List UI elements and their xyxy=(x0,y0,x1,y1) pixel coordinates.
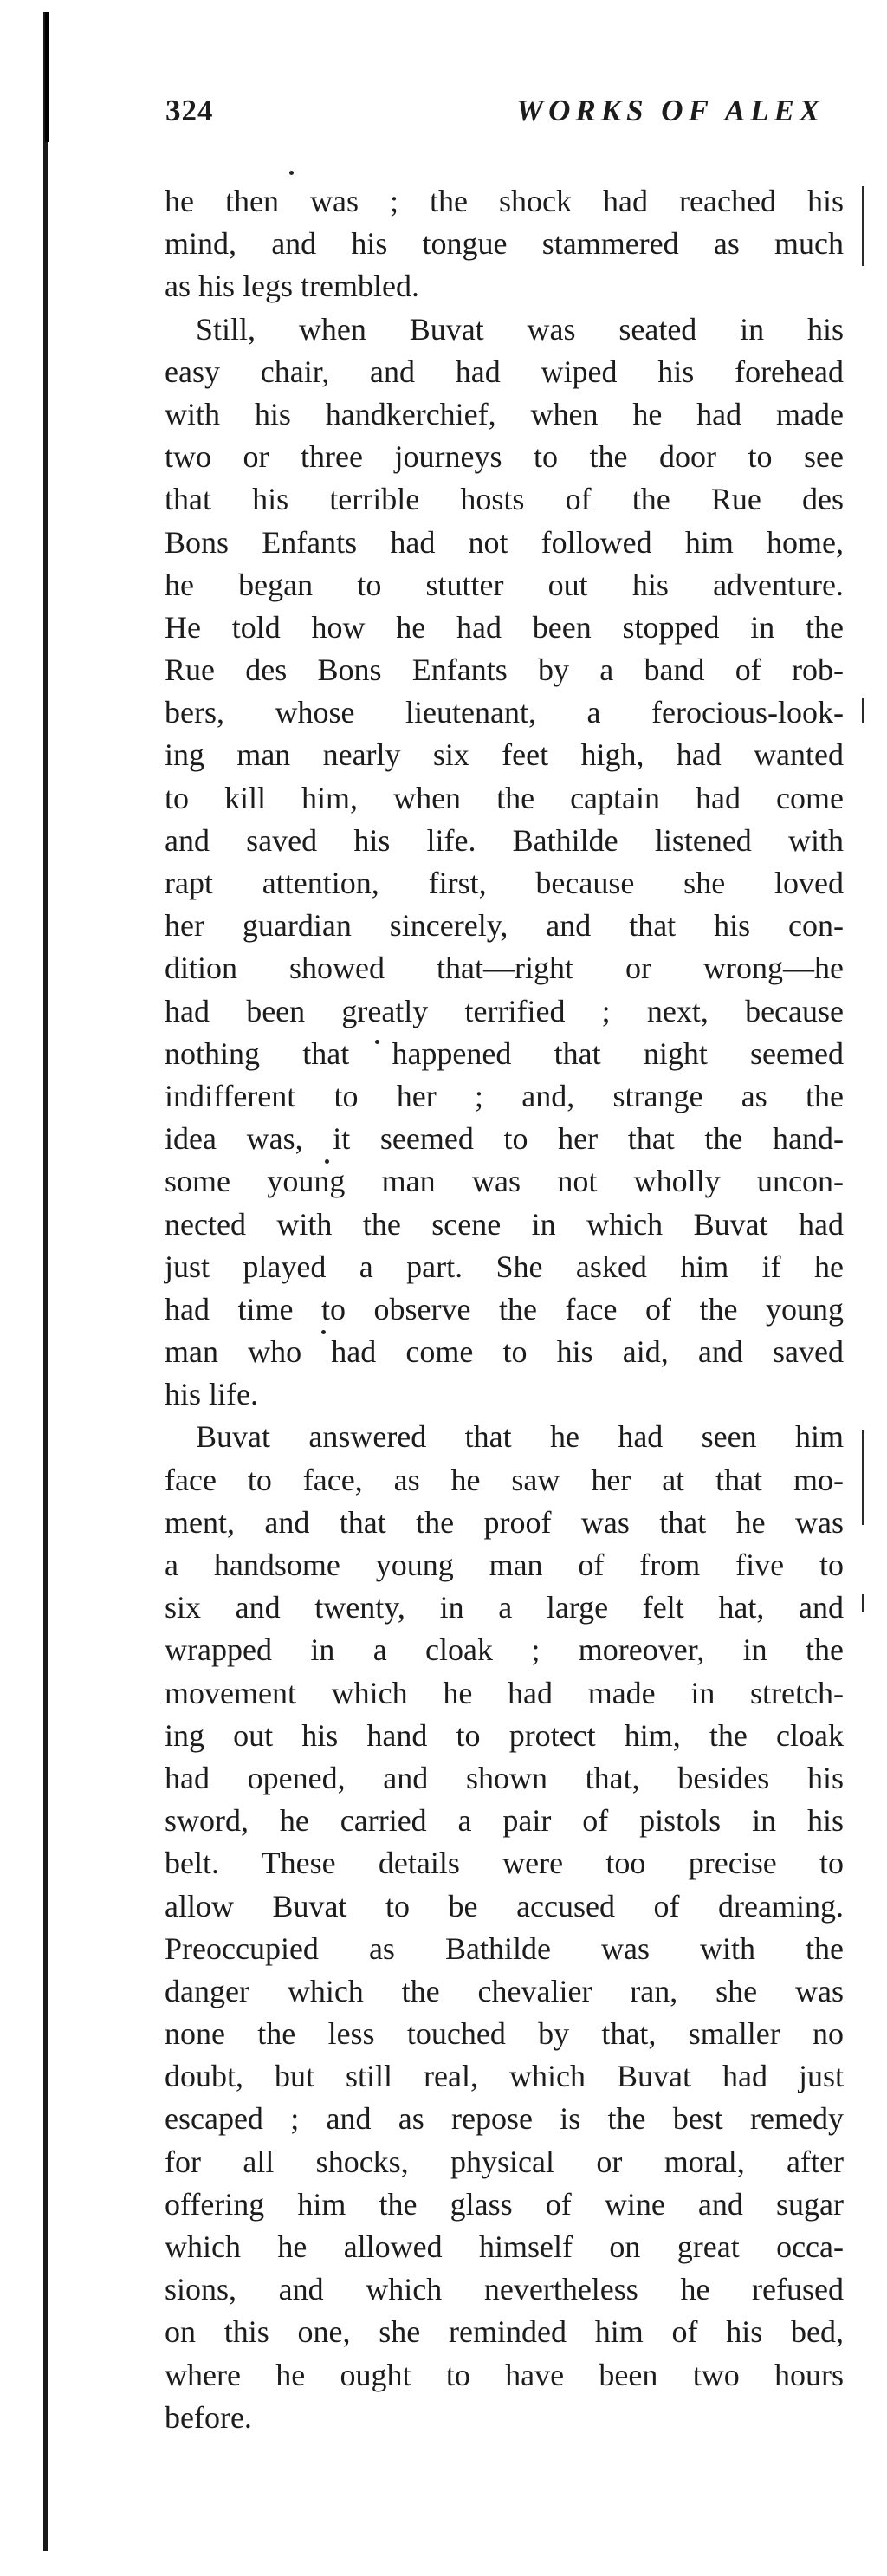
text-line: escaped ; and as repose is the best remedy xyxy=(165,2101,844,2137)
binding-edge-mark xyxy=(45,12,49,142)
text-line: a handsome young man of from five to xyxy=(165,1548,844,1582)
text-line: indifferent to her ; and, strange as the xyxy=(165,1078,844,1113)
text-line: wrapped in a cloak ; moreover, in the xyxy=(165,1632,844,1668)
text-line: where he ought to have been two hours xyxy=(165,2357,844,2392)
text-line: which he allowed himself on great occa- xyxy=(165,2229,844,2264)
text-line: his life. xyxy=(165,1377,258,1412)
text-line: easy chair, and had wiped his forehead xyxy=(165,354,844,389)
page-header xyxy=(165,94,887,135)
text-line: idea was, it seemed to her that the hand- xyxy=(165,1121,844,1157)
text-line: before. xyxy=(165,2399,252,2435)
text-line: Still, when Buvat was seated in his xyxy=(196,311,844,347)
text-line: offering him the glass of wine and sugar xyxy=(165,2186,844,2222)
text-line: danger which the chevalier ran, she was xyxy=(165,1973,844,2008)
right-margin-rule xyxy=(862,1430,864,1525)
text-line: face to face, as he saw her at that mo- xyxy=(165,1462,844,1497)
text-line: and saved his life. Bathilde listened with xyxy=(165,822,844,858)
text-line: Bons Enfants had not followed him home, xyxy=(165,524,844,560)
body-text xyxy=(165,180,844,2439)
text-line: movement which he had made in stretch- xyxy=(165,1675,844,1710)
text-line: Rue des Bons Enfants by a band of rob- xyxy=(165,652,844,688)
text-line: her guardian sincerely, and that his con- xyxy=(165,908,844,944)
text-line: just played a part. She asked him if he xyxy=(165,1249,844,1284)
text-line: belt. These details were too precise to xyxy=(165,1846,844,1881)
text-line: He told how he had been stopped in the xyxy=(165,609,844,645)
text-line: to kill him, when the captain had come xyxy=(165,780,844,815)
text-line: allow Buvat to be accused of dreaming. xyxy=(165,1888,844,1924)
text-line: he then was ; the shock had reached his xyxy=(165,184,844,218)
text-line: none the less touched by that, smaller no xyxy=(165,2016,844,2052)
text-line: Buvat answered that he had seen him xyxy=(196,1419,844,1455)
right-margin-rule xyxy=(862,186,864,266)
text-line: mind, and his tongue stammered as much xyxy=(165,226,844,262)
text-line: ing man nearly six feet high, had wanted xyxy=(165,737,844,773)
text-line: bers, whose lieutenant, a ferocious-look- xyxy=(165,695,844,730)
text-line: sword, he carried a pair of pistols in his xyxy=(165,1803,844,1839)
running-head: WORKS OF ALEX xyxy=(516,94,825,127)
text-line: with his handkerchief, when he had made xyxy=(165,396,844,431)
page-number: 324 xyxy=(165,94,214,127)
text-line: ing out his hand to protect him, the cloak xyxy=(165,1717,844,1753)
text-line: for all shocks, physical or moral, after xyxy=(165,2144,844,2179)
right-margin-rule xyxy=(862,698,864,723)
text-line: he began to stutter out his adventure. xyxy=(165,567,844,602)
text-line: on this one, she reminded him of his bed, xyxy=(165,2314,844,2350)
right-margin-rule xyxy=(862,1594,864,1612)
text-line: some young man was not wholly uncon- xyxy=(165,1164,844,1199)
text-line: had been greatly terrified ; next, because xyxy=(165,993,844,1028)
text-line: doubt, but still real, which Buvat had just xyxy=(165,2059,844,2094)
text-line: two or three journeys to the door to see xyxy=(165,439,844,475)
text-line: had time to observe the face of the young xyxy=(165,1291,844,1327)
binding-edge-line xyxy=(43,12,48,2551)
text-line: dition showed that—right or wrong—he xyxy=(165,951,844,986)
text-line: ment, and that the proof was that he was xyxy=(165,1504,844,1540)
text-line: that his terrible hosts of the Rue des xyxy=(165,482,844,517)
text-line: six and twenty, in a large felt hat, and xyxy=(165,1590,844,1625)
text-line: nothing that happened that night seemed xyxy=(165,1035,844,1071)
text-line: had opened, and shown that, besides his xyxy=(165,1760,844,1795)
text-line: rapt attention, first, because she loved xyxy=(165,866,844,900)
text-line: as his legs trembled. xyxy=(165,269,419,304)
print-speck xyxy=(289,171,294,175)
text-line: sions, and which nevertheless he refused xyxy=(165,2272,844,2307)
text-line: Preoccupied as Bathilde was with the xyxy=(165,1930,844,1966)
text-line: nected with the scene in which Buvat had xyxy=(165,1206,844,1242)
text-line: man who had come to his aid, and saved xyxy=(165,1334,844,1370)
